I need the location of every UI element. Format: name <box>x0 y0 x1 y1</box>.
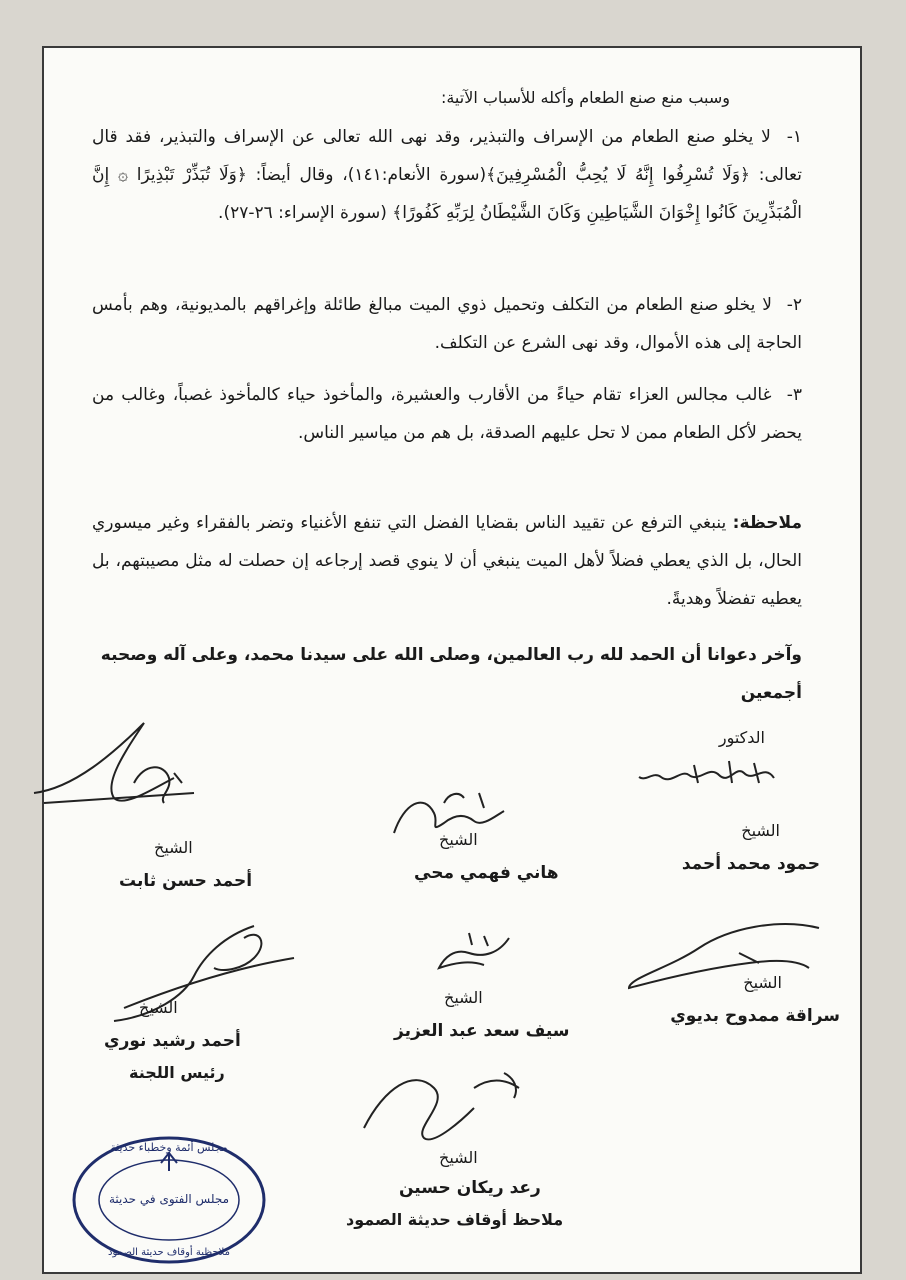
sig7-title: الشيخ <box>439 1148 478 1167</box>
sig2-name: هاني فهمي محي <box>414 863 559 883</box>
sig1-title: الشيخ <box>741 821 780 840</box>
sig7-role: ملاحظ أوقاف حديثة الصمود <box>346 1210 564 1229</box>
signature-ahmed-rasheed <box>104 918 304 1028</box>
stamp-line1: مجلس أئمة وخطباء حديثة <box>110 1141 228 1154</box>
reason-2-text: لا يخلو صنع الطعام من التكلف وتحميل ذوي الميت مبالغ طائلة وإغراقهم بالمديونية، وهم بأمس الحاجة إلى هذه الأموال، وقد نهى الشرع عن التكلف. <box>92 295 802 353</box>
sig5-title: الشيخ <box>444 988 483 1007</box>
stamp-line3: ملاحظية أوقاف حديثة الصمود <box>108 1247 230 1258</box>
reason-3-text: غالب مجالس العزاء تقام حياءً من الأقارب والعشيرة، والمأخوذ حياء كالمأخوذ غصباً، وغالب من يحضر لأكل الطعام ممن لا تحل عليهم الصدقة، بل هم من مياسير الناس. <box>92 385 802 443</box>
intro-line: وسبب منع صنع الطعام وأكله للأسباب الآتية: <box>440 88 730 107</box>
reason-3 <box>92 376 802 452</box>
signature-hammoud <box>634 753 784 798</box>
signature-raad <box>354 1068 544 1148</box>
signature-suraqa <box>619 913 829 993</box>
reason-1 <box>92 118 802 232</box>
sig7-name: رعد ريكان حسين <box>399 1178 541 1198</box>
sig3-name: أحمد حسن ثابت <box>119 871 253 891</box>
sig3-title: الشيخ <box>154 838 193 857</box>
reason-1-text: لا يخلو صنع الطعام من الإسراف والتبذير، وقد نهى الله تعالى عن الإسراف والتبذير، فقد قال تعالى: ﴿وَلَا تُسْرِفُوا إِنَّهُ لَا يُحِبُّ الْمُسْرِفِينَ﴾(سورة الأنعام:١٤١)، وقال أيضاً: ﴿وَلَا تُبَذِّرْ تَبْذِيرًا ۞ إِنَّ الْمُبَذِّرِينَ كَانُوا إِخْوَانَ الشَّيَاطِينِ وَكَانَ الشَّيْطَانُ لِرَبِّهِ كَفُورًا﴾ (سورة الإسراء: ٢٦-٢٧). <box>92 127 802 223</box>
note-paragraph <box>92 504 802 618</box>
sig6-role: رئيس اللجنة <box>129 1063 225 1082</box>
reason-2 <box>92 286 802 362</box>
closing-text: وآخر دعوانا أن الحمد لله رب العالمين، وصلى الله على سيدنا محمد، وعلى آله وصحبه أجمعين <box>100 645 802 703</box>
stamp-line2: مجلس الفتوى في حديثة <box>108 1192 230 1206</box>
sig4-title: الشيخ <box>743 973 782 992</box>
reason-3-number: ٣- <box>786 385 802 405</box>
signature-ahmed-hassan <box>24 713 234 823</box>
reason-2-number: ٢- <box>786 295 803 315</box>
sig4-name: سراقة ممدوح بديوي <box>670 1006 840 1026</box>
sig2-title: الشيخ <box>439 830 478 849</box>
note-label: ملاحظة: <box>732 513 802 533</box>
document-page <box>42 46 862 1274</box>
sig6-title: الشيخ <box>139 998 178 1017</box>
reason-1-number: ١- <box>786 127 802 147</box>
sig5-name: سيف سعد عبد العزيز <box>394 1021 570 1041</box>
doctor-title: الدكتور <box>718 728 765 747</box>
note-text: ينبغي الترفع عن تقييد الناس بقضايا الفضل التي تنفع الأغنياء وتضر بالفقراء وغير ميسوري الحال، بل الذي يعطي فضلاً لأهل الميت ينبغي أن لا ينوي قصد إرجاعه إن حصلت له مثل مصيبتهم، بل يعطيه تفضلاً وهديةً. <box>92 513 802 609</box>
sig6-name: أحمد رشيد نوري <box>104 1031 241 1051</box>
signature-saif <box>429 928 519 978</box>
council-stamp <box>69 1133 269 1268</box>
sig1-name: حمود محمد أحمد <box>681 854 820 874</box>
